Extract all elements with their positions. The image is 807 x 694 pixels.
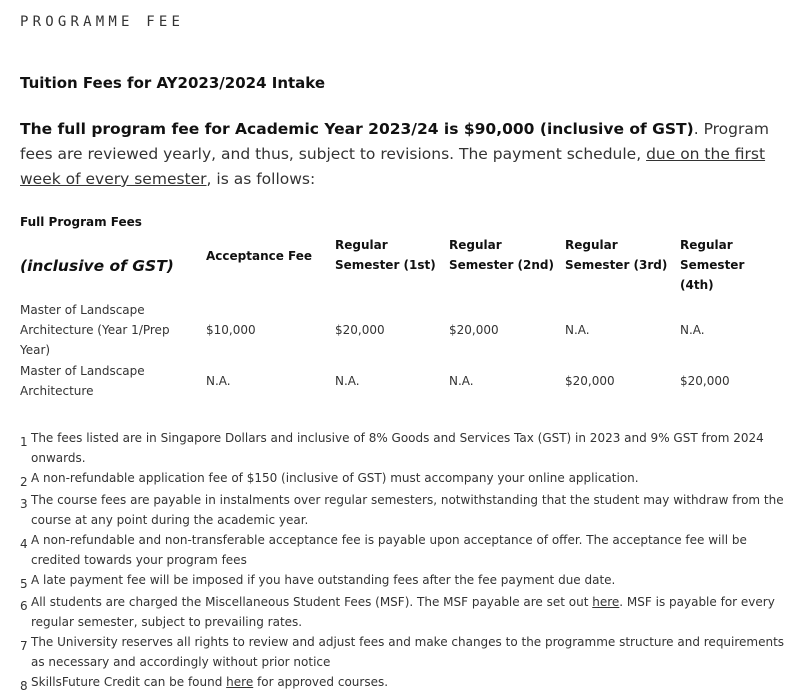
footnote-number: 8 <box>20 679 28 693</box>
table-cell: $10,000 <box>206 323 256 337</box>
footnote-item <box>20 672 795 694</box>
table-row-program: Master of Landscape Architecture <box>20 364 145 398</box>
header-semester-3: Regular Semester (3rd) <box>565 238 668 272</box>
header-acceptance-fee: Acceptance Fee <box>206 249 313 263</box>
footnote-text <box>31 592 795 632</box>
footnote-text <box>31 672 795 694</box>
footnote-number: 4 <box>20 537 28 551</box>
footnote-item <box>20 490 795 530</box>
section-label: PROGRAMME FEE <box>20 14 185 30</box>
footnote-item <box>20 468 795 490</box>
header-semester-2: Regular Semester (2nd) <box>449 238 554 272</box>
table-cell: N.A. <box>680 323 705 337</box>
table-cell: N.A. <box>565 323 590 337</box>
footnote-number: 7 <box>20 639 28 653</box>
table-cell: $20,000 <box>449 323 499 337</box>
msf-here-link[interactable]: here <box>592 595 620 609</box>
header-semester-1: Regular Semester (1st) <box>335 238 436 272</box>
footnote-text: A non-refundable application fee of $150 (inclusive of GST) must accompany your online application. <box>31 471 639 485</box>
footnote-text: A late payment fee will be imposed if you have outstanding fees after the fee payment due date. <box>31 573 616 587</box>
table-cell: $20,000 <box>565 374 615 388</box>
footnote-number: 1 <box>20 435 28 449</box>
skillsfuture-here-link[interactable]: here <box>226 675 254 689</box>
table-gst-label: (inclusive of GST) <box>20 257 174 275</box>
footnote-text: The course fees are payable in instalments over regular semesters, notwithstanding that the student may withdraw from the course at any point during the academic year. <box>31 493 784 527</box>
footnote-text: The University reserves all rights to review and adjust fees and make changes to the programme structure and requirements as necessary and accordingly without prior notice <box>31 635 785 669</box>
header-semester-4: Regular Semester (4th) <box>680 238 745 292</box>
intro-paragraph <box>20 117 780 192</box>
footnote-number: 3 <box>20 497 28 511</box>
footnotes-list <box>20 428 795 694</box>
payment-schedule-link[interactable]: due on the first week of every semester <box>20 145 766 188</box>
footnote-number: 5 <box>20 577 28 591</box>
footnote-text: A non-refundable and non-transferable acceptance fee is payable upon acceptance of offer. The acceptance fee will be credited towards your program fees <box>31 533 747 567</box>
table-cell: N.A. <box>206 374 231 388</box>
footnote-text-pre: All students are charged the Miscellaneous Student Fees (MSF). The MSF payable are set out <box>31 595 593 609</box>
footnote-item <box>20 428 795 468</box>
footnote-text-pre: SkillsFuture Credit can be found <box>31 675 227 689</box>
page-title: Tuition Fees for AY2023/2024 Intake <box>20 74 326 92</box>
table-cell: $20,000 <box>335 323 385 337</box>
footnote-text-post: for approved courses. <box>253 675 389 689</box>
footnote-item <box>20 530 795 570</box>
table-caption: Full Program Fees <box>20 215 142 229</box>
intro-text-end: , is as follows: <box>206 170 316 188</box>
table-cell: N.A. <box>449 374 474 388</box>
footnote-number: 2 <box>20 475 28 489</box>
table-cell: N.A. <box>335 374 360 388</box>
footnote-text: The fees listed are in Singapore Dollars and inclusive of 8% Goods and Services Tax (GST) in 2023 and 9% GST from 2024 onwards. <box>31 431 764 465</box>
footnote-item <box>20 592 795 632</box>
table-cell: $20,000 <box>680 374 730 388</box>
footnote-number: 6 <box>20 599 28 613</box>
intro-text: . Program fees are reviewed yearly, and thus, subject to revisions. The payment schedule, <box>20 120 769 163</box>
intro-fee-statement: The full program fee for Academic Year 2023/24 is $90,000 (inclusive of GST) <box>20 120 694 138</box>
footnote-item <box>20 570 795 592</box>
footnote-text-post: . MSF is payable for every regular semester, subject to prevailing rates. <box>31 595 775 629</box>
table-row-program: Master of Landscape Architecture (Year 1/Prep Year) <box>20 303 170 357</box>
footnote-item <box>20 632 795 672</box>
